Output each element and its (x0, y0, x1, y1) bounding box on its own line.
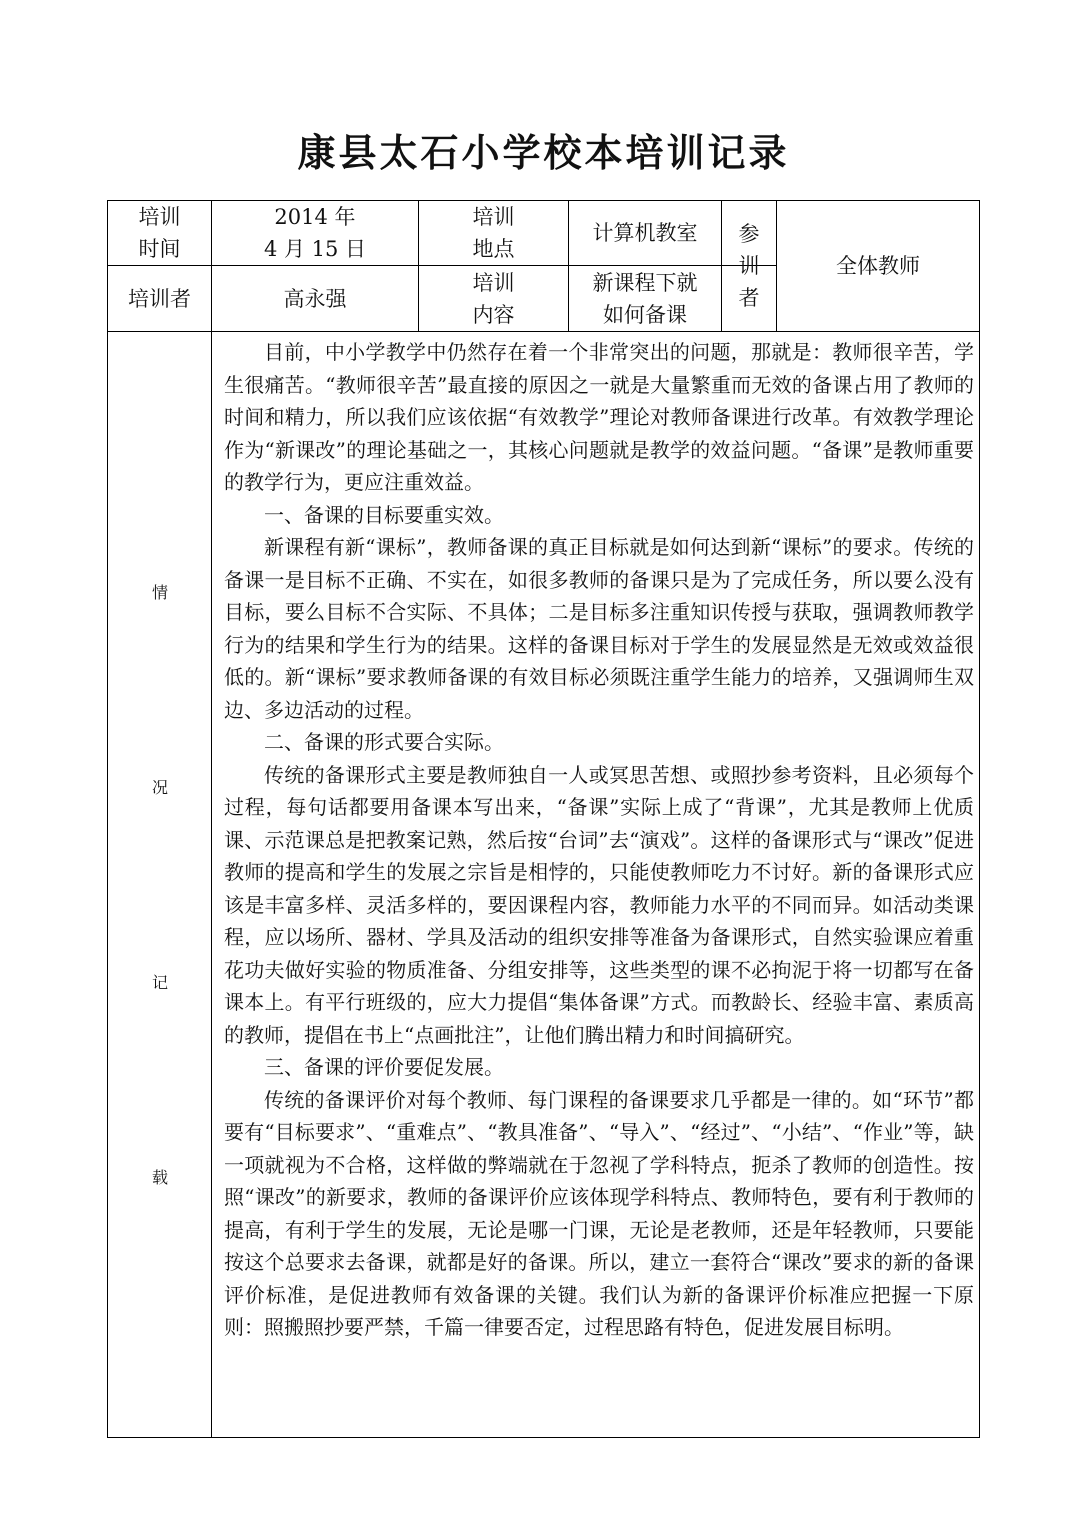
record-paragraph: 目前，中小学教学中仍然存在着一个非常突出的问题，那就是：教师很辛苦，学生很痛苦。“教师很辛苦”最直接的原因之一就是大量繁重而无效的备课占用了教师的时间和精力，所以我们应该依据“有效教学”理论对教师备课进行改革。有效教学理论作为“新课改”的理论基础之一，其核心问题就是教学的效益问题。“备课”是教师重要的教学行为，更应注重效益。 (224, 340, 974, 494)
participants-value: 全体教师 (836, 254, 920, 278)
header-bottom-border (107, 331, 980, 332)
page-title: 康县太石小学校本培训记录 (297, 131, 790, 175)
section-heading: 三、备课的评价要促发展。 (264, 1055, 504, 1079)
trainer-value: 高永强 (283, 286, 347, 311)
record-paragraph: 传统的备课评价对每个教师、每门课程的备课要求几乎都是一律的。如“环节”都要有“目标要求”、“重难点”、“教具准备”、“导入”、“经过”、“小结”、“作业”等，缺一项就视为不合格，这样做的弊端就在于忽视了学科特点，扼杀了教师的创造性。按照“课改”的新要求，教师的备课评价应该体现学科特点、教师特色，要有利于教师的提高，有利于学生的发展，无论是哪一门课，无论是老教师，还是年轻教师，只要能按这个总要求去备课，就都是好的备课。所以，建立一套符合“课改”要求的新的备课评价标准，是促进教师有效备课的关键。我们认为新的备课评价标准应把握一下原则：照搬照抄要严禁，千篇一律要否定，过程思路有特色，促进发展目标明。 (224, 1087, 974, 1339)
training-content-value: 新课程下就 如何备课 (592, 270, 698, 327)
trainer-label: 培训者 (128, 286, 191, 311)
record-paragraph: 传统的备课形式主要是教师独自一人或冥思苦想、或照抄参考资料，且必须每个过程，每句话都要用备课本写出来，“备课”实际上成了“背课”，尤其是教师上优质课、示范课总是把教案记熟，然后按“台词”去“演戏”。这样的备课形式与“课改”促进教师的提高和学生的发展之宗旨是相悖的，只能使教师吃力不讨好。新的备课形式应该是丰富多样、灵活多样的，要因课程内容，教师能力水平的不同而异。如活动类课程，应以场所、器材、学具及活动的组织安排等准备为备课形式，自然实验课应着重花功夫做好实验的物质准备、分组安排等，这些类型的课不必拘泥于将一切都写在备课本上。有平行班级的，应大力提倡“集体备课”方式。而教龄长、经验丰富、素质高的教师，提倡在书上“点画批注”，让他们腾出精力和时间搞研究。 (224, 762, 974, 1047)
table-border-left (107, 200, 108, 1438)
training-time-label: 培训 时间 (138, 205, 181, 261)
participants-label: 参 训 者 (738, 222, 760, 310)
record-label-char: 况 (151, 778, 168, 797)
section-heading: 二、备课的形式要合实际。 (264, 730, 504, 754)
training-place-value: 计算机教室 (592, 221, 698, 245)
record-label-char: 情 (151, 583, 168, 602)
training-place-label: 培训 地点 (472, 205, 515, 261)
section-heading: 一、备课的目标要重实效。 (264, 502, 504, 527)
record-label-char: 载 (151, 1168, 168, 1187)
label-column-divider (211, 200, 212, 1438)
record-label-char: 记 (151, 973, 168, 992)
table-border-right (979, 200, 980, 1438)
record-content (224, 336, 974, 1344)
record-paragraph: 新课程有新“课标”，教师备课的真正目标就是如何达到新“课标”的要求。传统的备课一是目标不正确、不实在，如很多教师的备课只是为了完成任务，所以要么没有目标，要么目标不合实际、不具体；二是目标多注重知识传授与获取，强调教师教学行为的结果和学生行为的结果。这样的备课目标对于学生的发展显然是无效或效益很低的。新“课标”要求教师备课的有效目标必须既注重学生能力的培养，又强调师生双边、多边活动的过程。 (224, 535, 974, 722)
table-border-bottom (107, 1437, 980, 1438)
training-time-value: 2014 年 4 月 15 日 (263, 205, 367, 261)
training-content-label: 培训 内容 (472, 270, 515, 327)
